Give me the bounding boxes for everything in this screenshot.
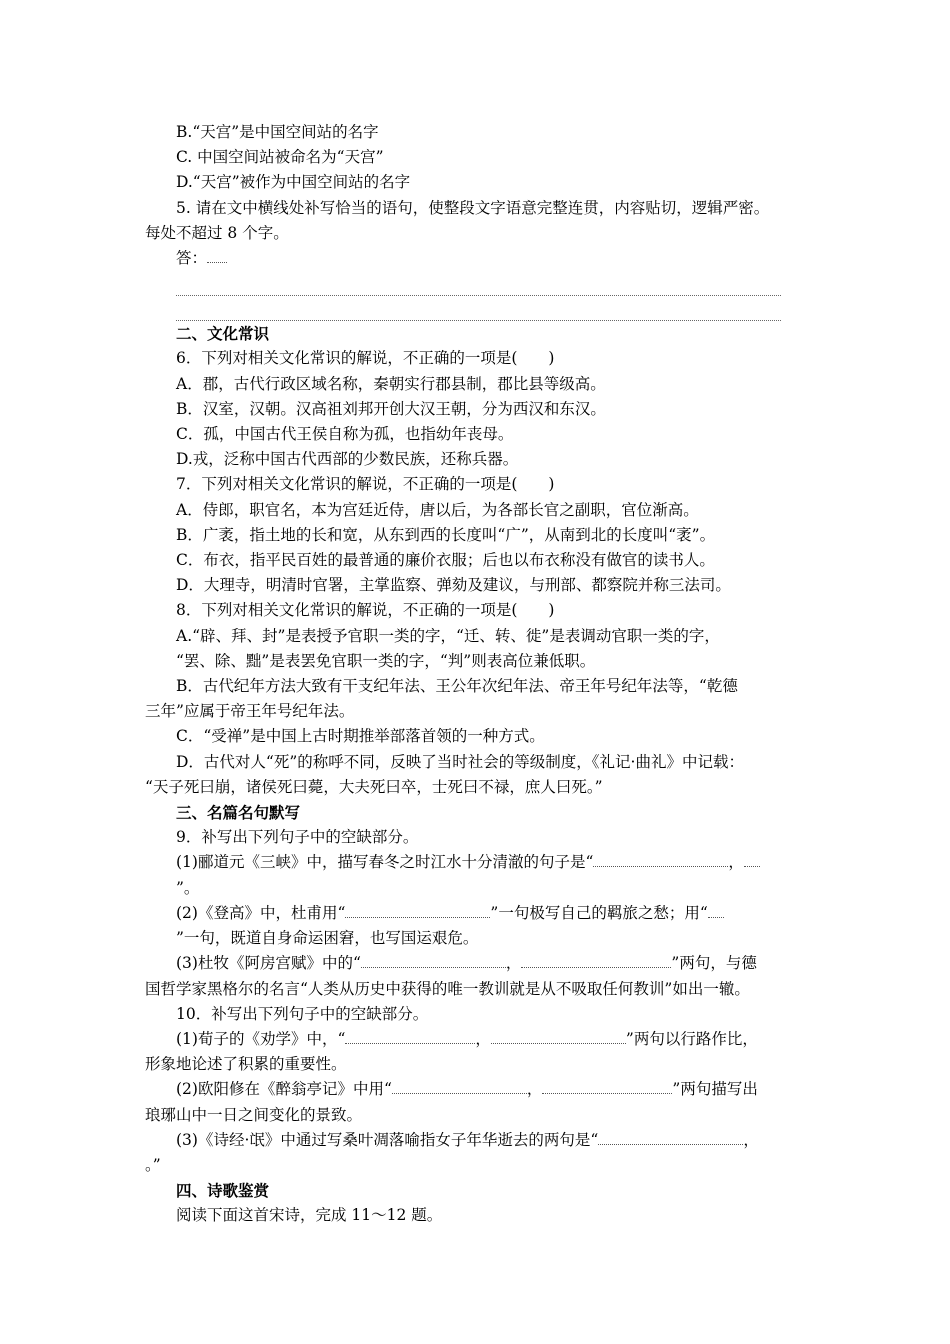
q10-part2-tail: ”两句描写出 [672,1080,758,1099]
section4-heading: 四、诗歌鉴赏 [176,1181,270,1201]
section2-heading: 二、文化常识 [176,324,270,344]
q4-option-d: D.“天宫”被作为中国空间站的名字 [176,173,411,192]
q9-part3-text: (3)杜牧《阿房宫赋》中的“ [176,954,361,973]
q10-part2-comma: ， [526,1080,543,1099]
q9-part3-blank-2[interactable] [521,966,671,968]
q9-part1-blank-1[interactable] [593,865,728,867]
q10-part2-text: (2)欧阳修在《醉翁亭记》中用“ [176,1080,392,1099]
q8-option-b-line1: B．古代纪年方法大致有干支纪年法、王公年次纪年法、帝王年号纪年法等，“乾德 [176,677,738,696]
q5-stem-line1: 5. 请在文中横线处补写恰当的语句，使整段文字语意完整连贯，内容贴切，逻辑严密。 [176,198,770,217]
q6-option-c: C．孤，中国古代王侯自称为孤，也指幼年丧母。 [176,425,514,444]
q9-part2 [145,901,815,926]
q5-stem-line2: 每处不超过 8 个字。 [145,223,289,242]
q8-option-d-line1: D．古代对人“死”的称呼不同，反映了当时社会的等级制度，《礼记·曲礼》中记载： [176,752,744,771]
q9-part2-text: (2)《登高》中，杜甫用“ [176,903,346,922]
q10-part3-blank-1[interactable] [598,1143,743,1145]
q9-part1-blank-2[interactable] [744,865,760,867]
q10-part1-blank-1[interactable] [345,1042,475,1044]
q10-part1-line2: 形象地论述了积累的重要性。 [145,1055,347,1074]
q10-part1-text: (1)荀子的《劝学》中，“ [176,1029,346,1048]
q7-stem: 7．下列对相关文化常识的解说，不正确的一项是( ) [176,475,555,494]
q10-part2 [145,1077,815,1102]
section3-heading: 三、名篇名句默写 [176,803,301,823]
q10-part3-end: 。” [145,1155,161,1174]
document-page [145,120,815,1229]
q6-stem: 6．下列对相关文化常识的解说，不正确的一项是( ) [176,349,555,368]
q5-answer-blank[interactable] [207,261,227,263]
q5-answer-row [145,246,815,271]
q9-part3-tail: ”两句，与德 [671,954,757,973]
q8-option-a-line2: “罢、除、黜”是表罢免官职一类的字，“判”则表高位兼低职。 [176,651,596,670]
q6-option-b: B．汉室，汉朝。汉高祖刘邦开创大汉王朝，分为西汉和东汉。 [176,399,606,418]
q9-part3-comma: ， [505,954,522,973]
q9-part2-blank-2[interactable] [708,916,724,918]
q10-part2-blank-2[interactable] [542,1092,672,1094]
q10-part1-blank-2[interactable] [491,1042,626,1044]
q10-part2-line2: 琅琊山中一日之间变化的景致。 [145,1105,363,1124]
q7-option-b: B．广袤，指土地的长和宽，从东到西的长度叫“广”，从南到北的长度叫“袤”。 [176,525,716,544]
q8-stem: 8．下列对相关文化常识的解说，不正确的一项是( ) [176,601,555,620]
q9-part1 [145,850,815,875]
q9-part3-blank-1[interactable] [361,966,506,968]
section4-intro: 阅读下面这首宋诗，完成 11～12 题。 [176,1206,443,1225]
q6-option-a: A．郡，古代行政区域名称，秦朝实行郡县制，郡比县等级高。 [176,374,606,393]
q7-option-a: A．侍郎，职官名，本为宫廷近侍，唐以后，为各部长官之副职，官位渐高。 [176,500,699,519]
q10-part3-comma: ， [743,1130,759,1149]
q9-stem: 9．补写出下列句子中的空缺部分。 [176,828,419,847]
q9-part2-end: ”一句，既道自身命运困窘，也写国运艰危。 [176,929,479,948]
q5-answer-line-2[interactable] [176,296,781,321]
q7-option-d: D．大理寺，明清时官署，主掌监察、弹劾及建议，与刑部、都察院并称三法司。 [176,576,731,595]
q10-part3-text: (3)《诗经·氓》中通过写桑叶凋落喻指女子年华逝去的两句是“ [176,1130,599,1149]
q9-part3 [145,951,815,976]
q10-part1-tail: ”两句以行路作比， [625,1029,758,1048]
q10-part1 [145,1027,815,1052]
q10-part2-blank-1[interactable] [392,1092,527,1094]
q5-answer-line-1[interactable] [176,271,781,296]
q9-part3-line2: 国哲学家黑格尔的名言“人类从历史中获得的唯一教训就是从不吸取任何教训”如出一辙。 [145,979,750,998]
q9-part1-comma: ， [728,853,744,872]
q8-option-d-line2: “天子死曰崩，诸侯死曰薨，大夫死曰卒，士死曰不禄，庶人曰死。” [145,777,603,796]
q8-option-c: C．“受禅”是中国上古时期推举部落首领的一种方式。 [176,727,545,746]
q4-option-c: C. 中国空间站被命名为“天宫” [176,148,384,167]
q5-answer-label: 答： [176,249,208,268]
q9-part2-blank-1[interactable] [345,916,490,918]
q10-stem: 10．补写出下列句子中的空缺部分。 [176,1004,429,1023]
q10-part1-comma: ， [475,1029,491,1048]
q10-part3 [145,1128,815,1153]
q7-option-c: C．布衣，指平民百姓的最普通的廉价衣服；后也以布衣称没有做官的读书人。 [176,551,715,570]
q8-option-a-line1: A.“辟、拜、封”是表授予官职一类的字，“迁、转、徙”是表调动官职一类的字， [176,626,720,645]
q9-part2-mid: ”一句极写自己的羁旅之愁；用“ [490,903,708,922]
q4-option-b: B.“天宫”是中国空间站的名字 [176,123,379,141]
q8-option-b-line2: 三年”应属于帝王年号纪年法。 [145,702,355,721]
q6-option-d: D.戎，泛称中国古代西部的少数民族，还称兵器。 [176,450,519,469]
q9-part1-end: ”。 [176,878,200,897]
q9-part1-text: (1)郦道元《三峡》中，描写春冬之时江水十分清澈的句子是“ [176,853,594,872]
